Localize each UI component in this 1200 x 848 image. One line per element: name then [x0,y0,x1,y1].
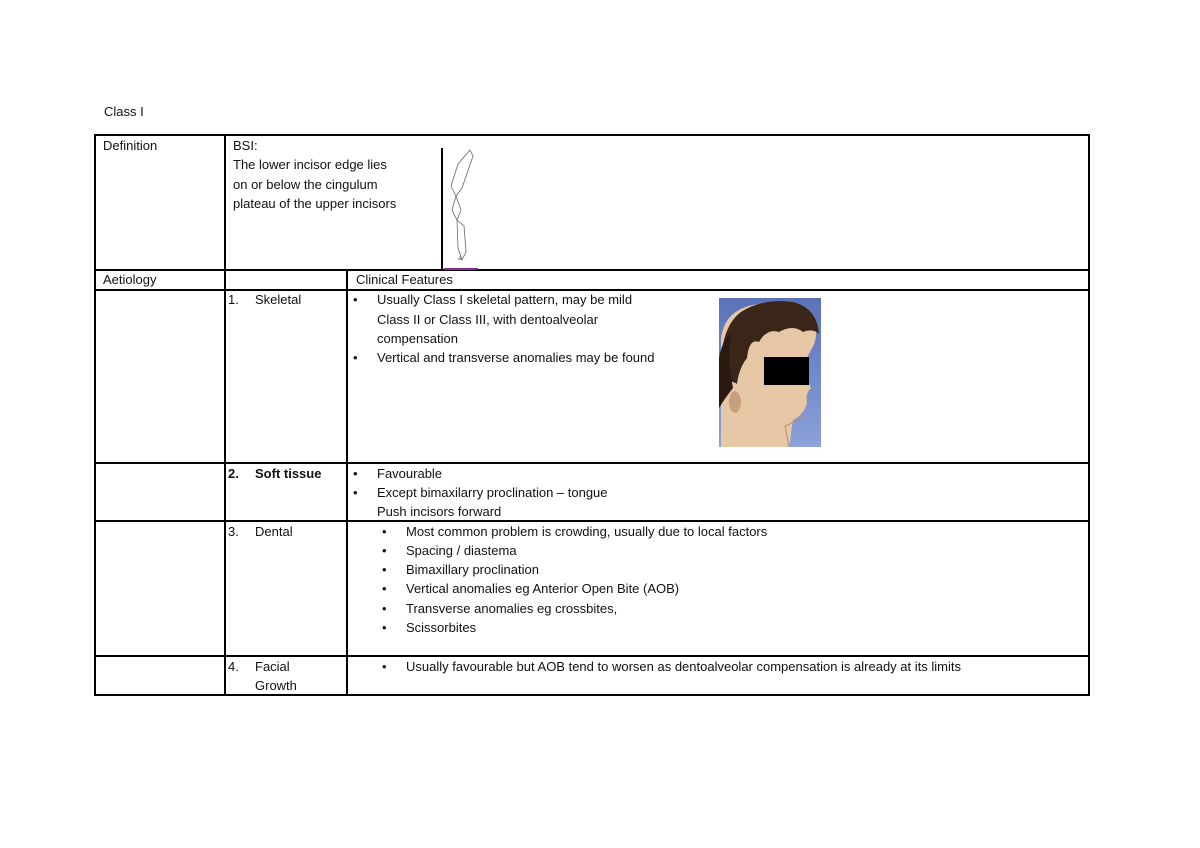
bullet-continuation: compensation [377,331,458,346]
bullet-item: • Except bimaxilarry proclination – tongue [377,483,608,503]
bullet-continuation: Push incisors forward [377,504,502,519]
column-divider [224,134,226,696]
definition-line: on or below the cingulum [233,177,378,192]
bullet-item: • Most common problem is crowding, usually due to local factors [406,522,767,542]
clinical-features-header: Clinical Features [356,272,453,287]
bullet-item: • Favourable [377,464,442,484]
row-number: 4. [228,659,239,674]
bullet-item: • Vertical anomalies eg Anterior Open Bite (AOB) [406,579,679,599]
definition-line: The lower incisor edge lies [233,157,387,172]
table-border-left [94,134,96,696]
figure-caption: a [458,256,462,262]
row-number: 2. [228,466,239,481]
profile-photo [719,298,821,447]
class-i-table [94,134,1090,696]
definition-label: Definition [103,138,158,153]
bsi-label: BSI: [233,138,258,153]
bullet-item: • Vertical and transverse anomalies may be found [377,348,655,368]
bullet-item: • Spacing / diastema [406,541,517,561]
row-number: 3. [228,524,239,539]
bullet-item: • Scissorbites [406,618,476,638]
face-profile-image [719,298,821,447]
bullet-item: • Transverse anomalies eg crossbites, [406,599,617,619]
row-label-dental: Dental [255,524,293,539]
bullet-continuation: Class II or Class III, with dentoalveolar [377,312,599,327]
row-label-skeletal: Skeletal [255,292,302,307]
column-divider [346,269,348,696]
row-label-facial: Facial [255,659,290,674]
row-number: 1. [228,292,239,307]
bullet-item: • Usually favourable but AOB tend to worsen as dentoalveolar compensation is already at its limits [406,657,961,677]
aetiology-header: Aetiology [103,272,157,287]
bullet-item: • Bimaxillary proclination [406,560,539,580]
row-label-growth: Growth [255,678,297,693]
table-border-right [1088,134,1090,696]
row-divider [94,462,1090,464]
definition-line: plateau of the upper incisors [233,196,397,211]
bullet-item: • Usually Class I skeletal pattern, may be mild [377,290,632,310]
page-title: Class I [104,104,144,119]
incisor-diagram [440,148,480,272]
row-label-soft-tissue: Soft tissue [255,466,322,481]
row-divider [94,269,1090,271]
table-border-bottom [94,694,1090,696]
